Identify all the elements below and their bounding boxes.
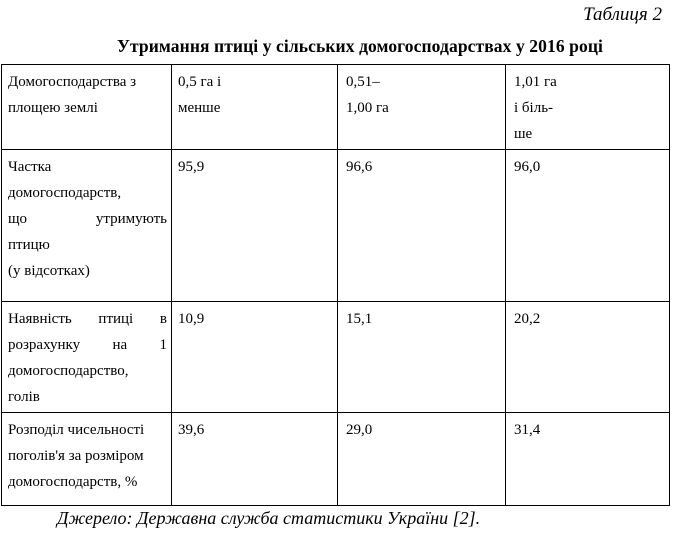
table-row	[2, 413, 670, 506]
value-cell	[506, 302, 670, 413]
row-label-line: голів	[8, 389, 40, 405]
row-label-line: домогосподарств,	[8, 185, 122, 201]
header-col2-line: 0,51–	[346, 74, 380, 90]
value-text: 15,1	[346, 311, 373, 327]
value-cell	[172, 150, 338, 302]
header-cell-medium-plots	[338, 65, 506, 150]
row-label-line: домогосподарств, %	[8, 474, 138, 490]
table-title: Утримання птиці у сільських домогосподарствах у 2016 році	[117, 36, 603, 56]
value-text: 20,2	[514, 311, 541, 327]
value-cell	[338, 413, 506, 506]
row-label-line: Розподіл чисельності	[8, 422, 145, 438]
header-col1-line: менше	[178, 100, 221, 116]
value-cell	[338, 150, 506, 302]
value-cell	[172, 302, 338, 413]
row-label-line: птицю	[8, 237, 50, 253]
header-cell-large-plots	[506, 65, 670, 150]
value-text: 10,9	[178, 311, 205, 327]
header-col3-line: 1,01 га	[514, 74, 557, 90]
header-col1-line: 0,5 га і	[178, 74, 222, 90]
poultry-table	[1, 64, 670, 506]
value-text: 95,9	[178, 159, 205, 175]
table-row	[2, 302, 670, 413]
header-col3-line: і біль-	[514, 100, 554, 116]
source-note: Джерело: Державна служба статистики України [2].	[57, 508, 481, 528]
header-label-line: площею землі	[8, 100, 98, 116]
value-cell	[506, 150, 670, 302]
row-label-cell	[2, 413, 172, 506]
row-label-line: розрахунку на 1	[8, 337, 167, 353]
value-text: 29,0	[346, 422, 373, 438]
row-label-cell	[2, 302, 172, 413]
header-cell-label	[2, 65, 172, 150]
value-text: 96,0	[514, 159, 541, 175]
header-col2-line: 1,00 га	[346, 100, 389, 116]
row-label-line: Частка	[8, 159, 52, 175]
row-label-cell	[2, 150, 172, 302]
header-col3-line: ше	[514, 126, 533, 142]
value-cell	[506, 413, 670, 506]
table-row	[2, 150, 670, 302]
header-cell-small-plots	[172, 65, 338, 150]
value-cell	[338, 302, 506, 413]
row-label-line: (у відсотках)	[8, 263, 90, 279]
value-text: 39,6	[178, 422, 205, 438]
row-label-line: Наявність птиці в	[8, 311, 167, 327]
header-label-line: Домогосподарства з	[8, 74, 137, 90]
value-text: 96,6	[346, 159, 373, 175]
row-label-line: поголів'я за розміром	[8, 448, 144, 464]
table-header-row	[2, 65, 670, 150]
row-label-line: що утримують	[8, 211, 167, 227]
table-number: Таблиця 2	[583, 4, 662, 25]
value-cell	[172, 413, 338, 506]
value-text: 31,4	[514, 422, 541, 438]
row-label-line: домогосподарство,	[8, 363, 129, 379]
